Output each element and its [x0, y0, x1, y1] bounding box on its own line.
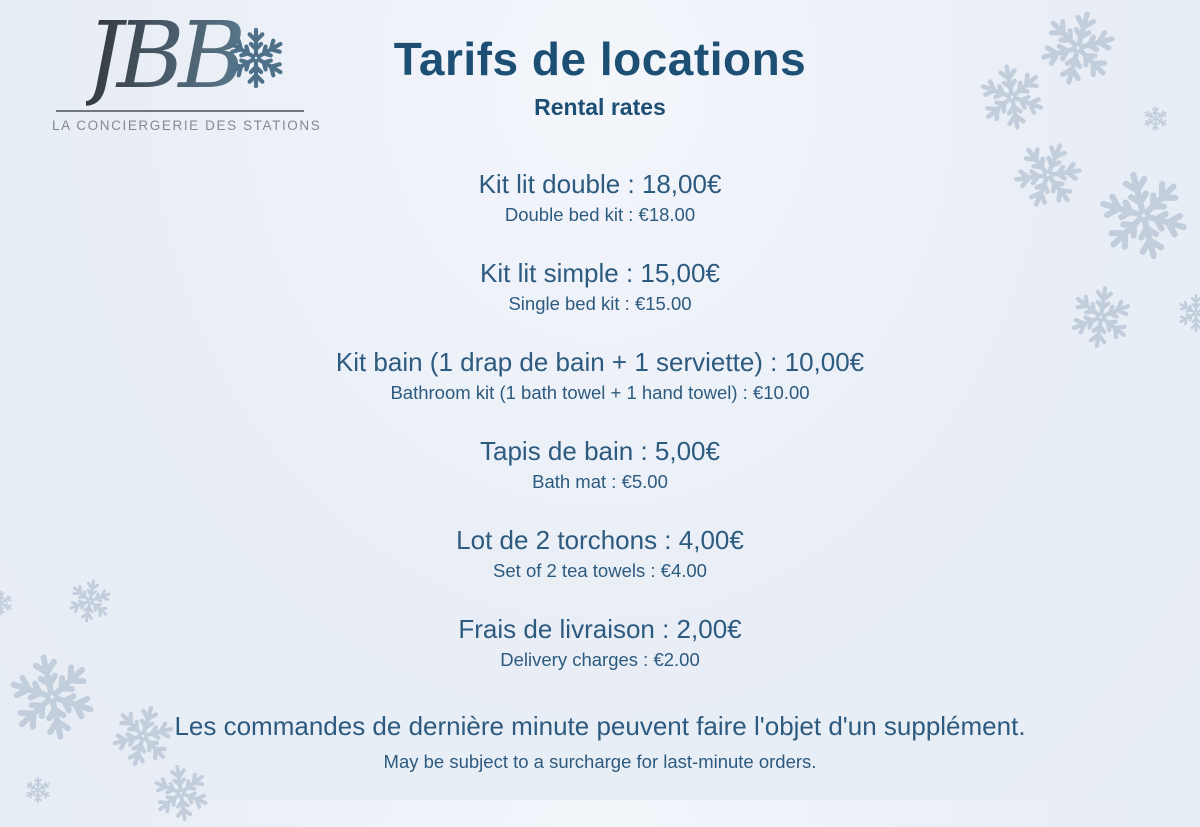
rate-label-fr: Lot de 2 torchons : 4,00€: [456, 525, 744, 555]
surcharge-note-en: May be subject to a surcharge for last-minute orders.: [383, 751, 817, 772]
rate-item-livraison: [0, 613, 1200, 702]
surcharge-note: [0, 708, 1200, 775]
rate-item-kit-lit-double: [0, 168, 1200, 257]
rate-label-fr: Kit bain (1 drap de bain + 1 serviette) : 10,00€: [335, 347, 865, 377]
brand-monogram: JBB: [86, 4, 274, 108]
page-title: Tarifs de locations: [393, 33, 807, 85]
page-subtitle: Rental rates: [534, 94, 666, 120]
surcharge-note-fr: Les commandes de dernière minute peuvent faire l'objet d'un supplément.: [174, 711, 1026, 741]
rate-item-kit-bain: [0, 346, 1200, 435]
rate-label-en: Delivery charges : €2.00: [500, 649, 700, 670]
rate-label-en: Bath mat : €5.00: [532, 471, 668, 492]
rate-item-kit-lit-simple: [0, 257, 1200, 346]
rate-label-fr: Kit lit double : 18,00€: [478, 169, 722, 199]
rate-label-en: Set of 2 tea towels : €4.00: [493, 560, 707, 581]
rates-list: [0, 168, 1200, 702]
rate-label-fr: Tapis de bain : 5,00€: [480, 436, 720, 466]
rate-label-fr: Frais de livraison : 2,00€: [458, 614, 742, 644]
rate-card-content: [0, 30, 1200, 775]
rate-label-en: Bathroom kit (1 bath towel + 1 hand towel) : €10.00: [390, 382, 810, 403]
rate-item-tapis-de-bain: [0, 435, 1200, 524]
brand-tagline: LA CONCIERGERIE DES STATIONS: [52, 118, 322, 133]
rate-item-torchons: [0, 524, 1200, 613]
rate-label-en: Single bed kit : €15.00: [508, 293, 692, 314]
rate-label-fr: Kit lit simple : 15,00€: [480, 258, 720, 288]
rate-label-en: Double bed kit : €18.00: [504, 204, 696, 225]
